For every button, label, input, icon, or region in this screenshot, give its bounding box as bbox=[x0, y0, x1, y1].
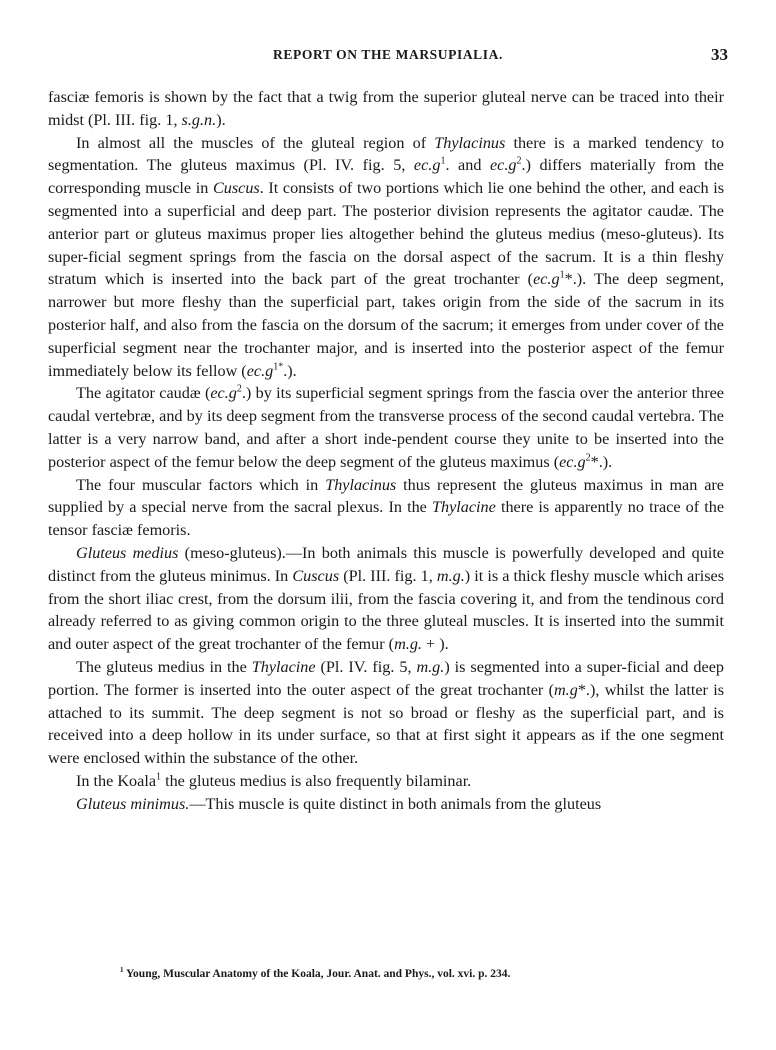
footnote bbox=[48, 968, 724, 980]
paragraph: The gluteus medius in the Thylacine (Pl. IV. fig. 5, m.g.) is segmented into a super-ficial and deep portion. The former is inserted into the outer aspect of the great trochanter (m.g*.), whilst the latter is attached to its summit. The deep segment is not so broad or fleshy as the superficial part, and is received into a deep hollow in its under surface, so that at first sight it appears as if the one segment were enclosed within the substance of the other. bbox=[48, 657, 724, 768]
paragraph: Gluteus minimus.—This muscle is quite distinct in both animals from the gluteus bbox=[76, 794, 602, 813]
paragraph: In almost all the muscles of the gluteal region of Thylacinus there is a marked tendency to segmentation. The gluteus maximus (Pl. IV. fig. 5, $ec.g^1$. and $ec.g^2$.) differs materially from the corresponding muscle in Cuscus. It consists of two portions which lie one behind the other, and each is segmented into a superficial and deep part. The posterior division represents the agitator caudæ. The anterior part or gluteus maximus proper lies altogether behind the gluteus medius (meso-gluteus). Its super-ficial segment springs from the fascia on the dorsal aspect of the sacrum. It is a thin fleshy stratum which is inserted into the back part of the great trochanter $(ec.g^1*.)$. The deep segment, narrower but more fleshy than the superficial part, takes origin from the side of the sacrum in its posterior half, and also from the fascia on the dorsum of the sacrum; it emerges from under cover of the superficial segment near the trochanter major, and is inserted into the posterior aspect of the femur immediately below its fellow $(ec.g^{1*}.)$. bbox=[48, 133, 725, 380]
footnotes bbox=[48, 968, 724, 980]
paragraph: Gluteus medius (meso-gluteus).—In both animals this muscle is powerfully developed and quite distinct from the gluteus minimus. In Cuscus (Pl. III. fig. 1, m.g.) it is a thick fleshy muscle which arises from the short iliac crest, from the dorsum ilii, from the fascia covering it, and from the tendinous cord already referred to as giving common origin to the three gluteal muscles. It is inserted into the summit and outer aspect of the great trochanter of the femur (m.g. + ). bbox=[48, 543, 725, 654]
paragraph: The four muscular factors which in Thylacinus thus represent the gluteus maximus in man are supplied by a special nerve from the sacral plexus. In the Thylacine there is apparently no trace of the tensor fasciæ femoris. bbox=[48, 475, 725, 540]
page-number: 33 bbox=[711, 45, 728, 64]
paragraph: fasciæ femoris is shown by the fact that a twig from the superior gluteal nerve can be traced into their midst (Pl. III. fig. 1, s.g.n.). bbox=[48, 88, 724, 129]
running-title: REPORT ON THE MARSUPIALIA. bbox=[273, 47, 503, 62]
footnote-text: Young, Muscular Anatomy of the Koala, Jour. Anat. and Phys., vol. xvi. p. 234. bbox=[126, 968, 511, 980]
body-text bbox=[48, 86, 724, 816]
footnote-marker: 1 bbox=[120, 966, 124, 975]
paragraph: In the Koala$^1$ the gluteus medius is also frequently bilaminar. bbox=[76, 771, 472, 790]
paragraph: The agitator caudæ $(ec.g^2.)$ by its superficial segment springs from the fascia over the anterior three caudal vertebræ, and by its deep segment from the transverse process of the second caudal vertebra. The latter is a very narrow band, and after a short inde-pendent course they unite to be inserted into the posterior aspect of the femur below the deep segment of the gluteus maximus $(ec.g^2*.)$. bbox=[48, 383, 724, 471]
page-header bbox=[48, 47, 728, 71]
